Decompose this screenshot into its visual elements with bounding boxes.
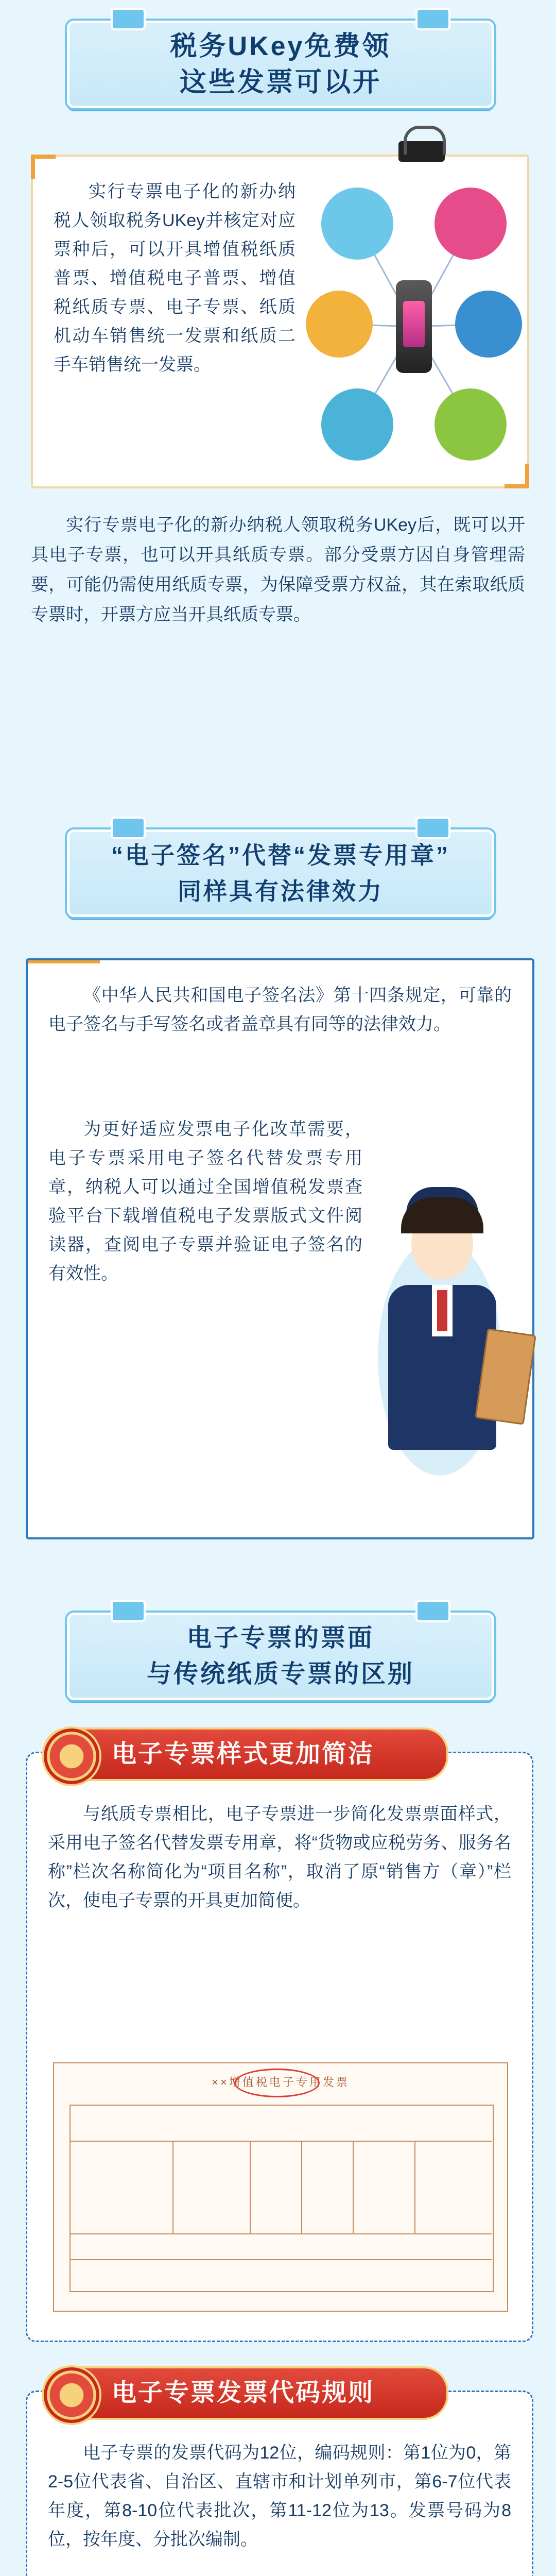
section2-para2: 为更好适应发票电子化改革需要，电子专票采用电子签名代替发票专用章，纳税人可以通过全国增值税发票查验平台下载增值税电子发票版式文件阅读器，查阅电子专票并验证电子签名的有效性。 bbox=[48, 1120, 362, 1283]
section1-paragraph: 实行专票电子化的新办纳税人领取税务UKey后，既可以开具电子专票，也可以开具纸质专票。部分受票方因自身管理需要，可能仍需使用纸质专票，为保障受票方权益，其在索取纸质专票时，开票方应当开具纸质专票。 bbox=[31, 515, 525, 624]
section1-title-line1: 税务UKey免费领 bbox=[170, 31, 391, 61]
card2-title-badge bbox=[43, 2366, 448, 2420]
bubble-4 bbox=[455, 291, 522, 358]
card2-title: 电子专票发票代码规则 bbox=[112, 2379, 375, 2406]
bubble-6 bbox=[435, 388, 507, 461]
section2-box bbox=[26, 958, 534, 1539]
bubble-2 bbox=[435, 188, 507, 260]
section1-box-text: 实行专票电子化的新办纳税人领取税务UKey并核定对应票种后，可以开具增值税纸质普票、增值税电子普票、增值税纸质专票、电子专票、纸质机动车销售统一发票和纸质二手车销售统一发票。 bbox=[54, 182, 296, 375]
emblem-icon bbox=[42, 1726, 101, 1786]
section3-title-line2: 与传统纸质专票的区别 bbox=[146, 1660, 414, 1688]
section1-box bbox=[31, 155, 529, 488]
section3-title-line1: 电子专票的票面 bbox=[186, 1624, 374, 1652]
section1-header bbox=[67, 21, 494, 108]
card2-text: 电子专票的发票代码为12位，编码规则：第1位为0，第2-5位代表省、自治区、直辖市和计划单列市，第6-7位代表年度，第8-10位代表批次，第11-12位为13。发票号码为8位，按年度、分批次编制。 bbox=[48, 2443, 511, 2549]
invoice-stamp-highlight bbox=[234, 2069, 320, 2097]
section2-header bbox=[67, 829, 494, 917]
section3-card2 bbox=[26, 2379, 533, 2576]
card1-title-badge bbox=[43, 1727, 448, 1781]
invoice-title: ××增值税电子专用发票 bbox=[212, 2076, 350, 2089]
invoice-sample bbox=[53, 2062, 508, 2312]
bubble-1 bbox=[321, 188, 393, 260]
section1-title-line2: 这些发票可以开 bbox=[179, 67, 381, 97]
card1-title: 电子专票样式更加简洁 bbox=[112, 1740, 375, 1768]
section2-para1: 《中华人民共和国电子签名法》第十四条规定，可靠的电子签名与手写签名或者盖章具有同等的法律效力。 bbox=[48, 986, 512, 1034]
section3-card1 bbox=[26, 1740, 533, 2342]
bubble-3 bbox=[306, 291, 373, 358]
tax-officer-illustration bbox=[357, 1177, 522, 1517]
binder-clip-icon bbox=[393, 126, 450, 167]
section2-title-line1: “电子签名”代替“发票专用章” bbox=[111, 842, 450, 869]
bubble-5 bbox=[321, 388, 393, 461]
section3-header bbox=[67, 1613, 494, 1700]
section2-title-line2: 同样具有法律效力 bbox=[178, 878, 384, 905]
emblem-icon bbox=[42, 2365, 101, 2425]
card1-text: 与纸质专票相比，电子专票进一步简化发票票面样式，采用电子签名代替发票专用章，将“货物或应税劳务、服务名称”栏次名称简化为“项目名称”，取消了原“销售方（章）”栏次，使电子专票的开具更加简便。 bbox=[48, 1804, 511, 1910]
ukey-device-icon bbox=[396, 280, 432, 373]
ukey-diagram bbox=[311, 177, 517, 466]
